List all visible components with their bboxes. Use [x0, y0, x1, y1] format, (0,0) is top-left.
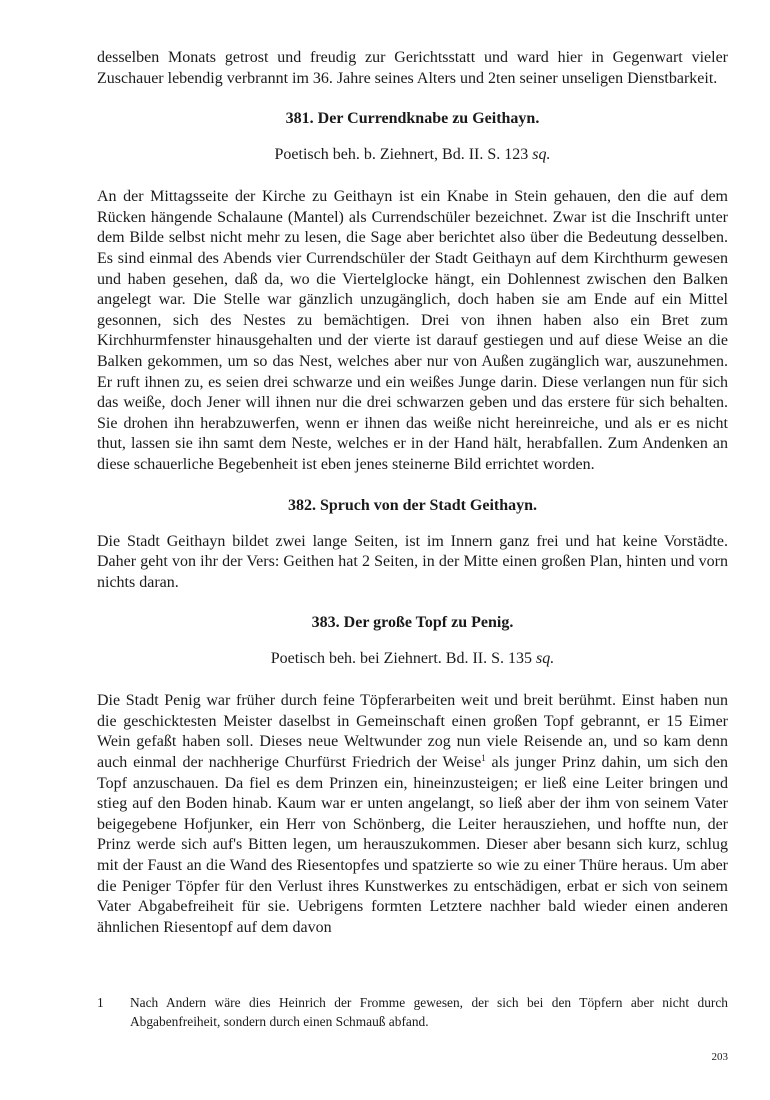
- section-paragraph-382: Die Stadt Geithayn bildet zwei lange Seiten, ist im Innern ganz frei und hat keine Vorstädte. Daher geht von ihr der Vers: Geithen hat 2 Seiten, in der Mitte einen großen Plan, hinten und vorn nichts daran.: [97, 532, 728, 591]
- footnote-reference[interactable]: 1: [481, 753, 486, 764]
- section-paragraph-381: An der Mittagsseite der Kirche zu Geithayn ist ein Knabe in Stein gehauen, den die auf dem Rücken hängende Schalaune (Mantel) als Currendschüler bezeichnet. Zwar ist die Inschrift unter dem Bilde selbst nicht mehr zu lesen, die Sage aber berichtet also über die Bedeutung desselben. Es sind einmal des Abends vier Currendschüler der Stadt Geithayn auf dem Kirchthurm gewesen und haben gesehen, daß da, wo die Viertelglocke hängt, ein Dohlennest zwischen den Balken angelegt war. Die Stelle war gänzlich unzugänglich, doch haben sie am Ende auf ein Mittel gesonnen, sich des Nestes zu bemächtigen. Drei von ihnen haben also ein Bret zum Kirchhurmfenster hinausgehalten und der vierte ist darauf gestiegen und auf diese Weise an die Balken gekommen, um so das Nest, welches aber nur von Außen zugänglich war, auszunehmen. Er ruft ihnen zu, es seien drei schwarze und ein weißes Junge darin. Diese verlangen nun für sich das weiße, doch Jener will ihnen nur die drei schwarzen geben und das erstere für sich behalten. Sie drohen ihn herabzuwerfen, wenn er ihnen das weiße nicht hereinreiche, und als er es nicht thut, lassen sie ihn samt dem Neste, welches er in der Hand hält, herabfallen. Zum Andenken an diese schauerliche Begebenheit ist eben jenes steinerne Bild errichtet worden.: [97, 188, 728, 473]
- page-body: [97, 48, 728, 938]
- section-title-383: 383. Der große Topf zu Penig.: [311, 614, 514, 632]
- source-italic: sq.: [532, 146, 551, 164]
- section-source-381: [97, 145, 728, 165]
- footnote-number: 1: [97, 995, 104, 1010]
- paragraph-text: als junger Prinz dahin, um sich den Topf anzuschauen. Da fiel es dem Prinzen ein, hineinzusteigen; er ließ eine Leiter bringen und stieg auf den Boden hinab. Kaum war er unten angelangt, so ließ aber der ihm von seinem Vater beigegebene Hofjunker, ein Herr von Schönberg, die Leiter herausziehen, und hoffte nun, der Prinz werde sich auf's Bitten legen, um herauszukommen. Dieser aber besann sich kurz, schlug mit der Faust an die Wand des Riesentopfes und spatzierte so wie zu einer Thüre heraus. Um aber die Peniger Töpfer für den Verlust ihres Kunstwerkes zu entschädigen, erbat er sich von seinem Vater Abgabefreiheit für sie. Uebrigens formten Letztere nachher bald wieder einen anderen ähnlichen Riesentopf auf dem davon: [97, 754, 728, 936]
- section-source-383: [97, 649, 728, 669]
- footnote-text: Nach Andern wäre dies Heinrich der Fromme gewesen, der sich bei den Töpfern aber nicht durch Abgabenfreiheit, sondern durch einen Schmauß abfand.: [130, 995, 728, 1029]
- source-text: Poetisch beh. b. Ziehnert, Bd. II. S. 123: [274, 146, 533, 164]
- section-paragraph-383: [97, 691, 728, 938]
- section-title-382: 382. Spruch von der Stadt Geithayn.: [287, 496, 538, 514]
- section-title-381: 381. Der Currendknabe zu Geithayn.: [285, 110, 540, 128]
- footnote: [97, 993, 728, 1031]
- intro-paragraph: desselben Monats getrost und freudig zur Gerichtsstatt und ward hier in Gegenwart vieler Zuschauer lebendig verbrannt im 36. Jahre seines Alters und 2ten seiner unseligen Dienstbarkeit.: [97, 49, 728, 87]
- source-text: Poetisch beh. bei Ziehnert. Bd. II. S. 135: [270, 650, 537, 668]
- paragraph-text: Die Stadt Penig war früher durch feine Töpferarbeiten weit und breit berühmt. Einst haben nun die geschicktesten Meister daselbst in Gemeinschaft einen großen Topf gebrannt, er 15 Eimer Wein gefaßt haben soll. Dieses neue Weltwunder zog nun viele Reisende an, und so kam denn auch einmal der nachherige Churfürst Friedrich der Weise: [97, 692, 728, 772]
- page-number: 203: [711, 1051, 728, 1063]
- source-italic: sq.: [536, 650, 555, 668]
